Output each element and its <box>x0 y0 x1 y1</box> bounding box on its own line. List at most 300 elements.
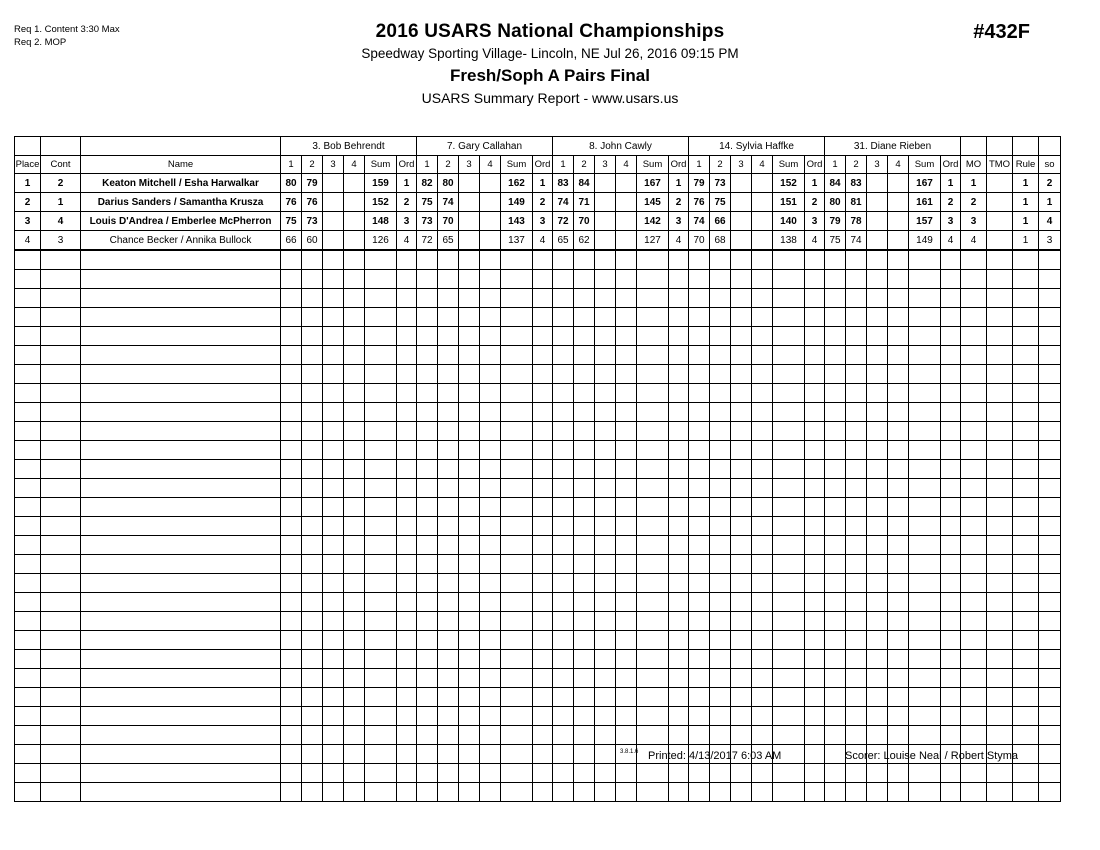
score-sum-j3 <box>637 574 669 593</box>
skater-name: Louis D'Andrea / Emberlee McPherron <box>81 212 281 231</box>
score-sum-j2 <box>501 270 533 289</box>
score-2-j4 <box>710 783 731 802</box>
score-3-j3 <box>595 270 616 289</box>
col-header-score2-j4: 2 <box>710 156 731 174</box>
tmo-value <box>987 555 1013 574</box>
score-2-j3 <box>574 783 595 802</box>
score-sum-j5 <box>909 688 941 707</box>
mo-value <box>961 327 987 346</box>
so-value <box>1039 250 1061 270</box>
score-2-j2 <box>438 327 459 346</box>
place-value <box>15 384 41 403</box>
score-2-j5 <box>846 517 867 536</box>
col-header-score4-j5: 4 <box>888 156 909 174</box>
score-2-j2 <box>438 612 459 631</box>
tmo-value <box>987 422 1013 441</box>
empty-row[interactable] <box>15 289 1061 308</box>
score-sum-j1 <box>365 669 397 688</box>
tmo-value <box>987 631 1013 650</box>
score-2-j5 <box>846 479 867 498</box>
score-3-j3 <box>595 517 616 536</box>
score-1-j1 <box>281 517 302 536</box>
score-sum-j1 <box>365 460 397 479</box>
score-2-j3 <box>574 669 595 688</box>
score-1-j2 <box>417 460 438 479</box>
cont-value: 1 <box>41 193 81 212</box>
empty-row[interactable] <box>15 346 1061 365</box>
score-1-j2: 75 <box>417 193 438 212</box>
empty-row[interactable] <box>15 384 1061 403</box>
score-sum-j2 <box>501 403 533 422</box>
score-ord-j2: 3 <box>533 212 553 231</box>
cont-value <box>41 498 81 517</box>
score-ord-j3 <box>669 346 689 365</box>
score-4-j2 <box>480 498 501 517</box>
score-3-j4 <box>731 231 752 251</box>
venue-line: Speedway Sporting Village- Lincoln, NE Jul 26, 2016 09:15 PM <box>361 46 739 61</box>
so-value <box>1039 479 1061 498</box>
empty-row[interactable] <box>15 669 1061 688</box>
score-4-j4 <box>752 517 773 536</box>
col-header-mo: MO <box>961 156 987 174</box>
score-2-j5 <box>846 783 867 802</box>
score-2-j2 <box>438 707 459 726</box>
score-2-j1 <box>302 593 323 612</box>
empty-row[interactable] <box>15 460 1061 479</box>
score-1-j1: 66 <box>281 231 302 251</box>
place-value <box>15 479 41 498</box>
score-sum-j4: 151 <box>773 193 805 212</box>
mo-value <box>961 346 987 365</box>
score-1-j3 <box>553 764 574 783</box>
score-sum-j4 <box>773 250 805 270</box>
score-4-j2 <box>480 574 501 593</box>
score-3-j3 <box>595 422 616 441</box>
empty-row[interactable] <box>15 308 1061 327</box>
score-4-j5 <box>888 631 909 650</box>
score-sum-j2 <box>501 346 533 365</box>
score-ord-j3: 3 <box>669 212 689 231</box>
score-2-j3: 84 <box>574 174 595 193</box>
score-2-j3 <box>574 593 595 612</box>
score-sum-j2 <box>501 650 533 669</box>
score-ord-j2 <box>533 574 553 593</box>
score-ord-j3 <box>669 650 689 669</box>
cont-value <box>41 707 81 726</box>
score-1-j4 <box>689 346 710 365</box>
score-4-j5 <box>888 422 909 441</box>
score-ord-j5 <box>941 460 961 479</box>
score-2-j4 <box>710 650 731 669</box>
score-2-j4: 75 <box>710 193 731 212</box>
empty-row[interactable] <box>15 783 1061 802</box>
rule-value <box>1013 650 1039 669</box>
score-1-j5 <box>825 289 846 308</box>
score-1-j5: 75 <box>825 231 846 251</box>
score-2-j2 <box>438 308 459 327</box>
so-value <box>1039 289 1061 308</box>
cont-value: 4 <box>41 212 81 231</box>
score-3-j4 <box>731 250 752 270</box>
mo-value <box>961 669 987 688</box>
score-ord-j1 <box>397 726 417 745</box>
score-4-j1 <box>344 555 365 574</box>
score-3-j1 <box>323 384 344 403</box>
empty-row[interactable] <box>15 327 1061 346</box>
tmo-value <box>987 498 1013 517</box>
empty-row[interactable] <box>15 422 1061 441</box>
skater-name <box>81 441 281 460</box>
col-header-ord-j4: Ord <box>805 156 825 174</box>
score-2-j3 <box>574 479 595 498</box>
score-ord-j2 <box>533 783 553 802</box>
tmo-value <box>987 346 1013 365</box>
score-ord-j4 <box>805 460 825 479</box>
score-sum-j4 <box>773 479 805 498</box>
score-3-j1 <box>323 783 344 802</box>
score-2-j2 <box>438 783 459 802</box>
score-3-j1 <box>323 460 344 479</box>
score-2-j2 <box>438 764 459 783</box>
score-4-j3 <box>616 460 637 479</box>
tmo-value <box>987 574 1013 593</box>
score-sum-j4 <box>773 441 805 460</box>
score-4-j3 <box>616 384 637 403</box>
score-3-j3 <box>595 231 616 251</box>
table-row[interactable] <box>15 174 1061 193</box>
tmo-value <box>987 650 1013 669</box>
table-row[interactable] <box>15 193 1061 212</box>
empty-row[interactable] <box>15 517 1061 536</box>
score-4-j3 <box>616 441 637 460</box>
empty-row[interactable] <box>15 631 1061 650</box>
score-3-j2 <box>459 612 480 631</box>
skater-name <box>81 498 281 517</box>
skater-name <box>81 764 281 783</box>
table-row[interactable] <box>15 231 1061 251</box>
score-2-j4 <box>710 593 731 612</box>
score-1-j3 <box>553 688 574 707</box>
score-sum-j3 <box>637 270 669 289</box>
tmo-value <box>987 365 1013 384</box>
skater-name <box>81 365 281 384</box>
score-ord-j3: 1 <box>669 174 689 193</box>
score-3-j5 <box>867 327 888 346</box>
score-2-j4 <box>710 365 731 384</box>
col-header-rule: Rule <box>1013 156 1039 174</box>
score-sum-j5 <box>909 593 941 612</box>
score-4-j2 <box>480 783 501 802</box>
skater-name <box>81 593 281 612</box>
score-3-j1 <box>323 726 344 745</box>
rule-value <box>1013 403 1039 422</box>
score-4-j2 <box>480 631 501 650</box>
score-4-j4 <box>752 498 773 517</box>
score-4-j3 <box>616 174 637 193</box>
empty-row[interactable] <box>15 593 1061 612</box>
place-value <box>15 460 41 479</box>
score-4-j2 <box>480 517 501 536</box>
score-2-j5 <box>846 403 867 422</box>
score-ord-j3 <box>669 479 689 498</box>
score-ord-j5 <box>941 726 961 745</box>
score-sum-j5 <box>909 479 941 498</box>
col-header-ord-j1: Ord <box>397 156 417 174</box>
score-3-j2 <box>459 764 480 783</box>
cont-value <box>41 536 81 555</box>
score-2-j3: 62 <box>574 231 595 251</box>
score-sum-j2 <box>501 783 533 802</box>
score-1-j3 <box>553 460 574 479</box>
score-3-j4 <box>731 764 752 783</box>
skater-name <box>81 422 281 441</box>
score-2-j3 <box>574 688 595 707</box>
score-4-j1 <box>344 498 365 517</box>
score-3-j2 <box>459 574 480 593</box>
score-1-j2 <box>417 555 438 574</box>
cont-value <box>41 441 81 460</box>
score-1-j5: 84 <box>825 174 846 193</box>
empty-row[interactable] <box>15 479 1061 498</box>
score-2-j2 <box>438 365 459 384</box>
score-3-j2 <box>459 403 480 422</box>
score-1-j4: 74 <box>689 212 710 231</box>
score-sum-j5: 149 <box>909 231 941 251</box>
mo-value <box>961 631 987 650</box>
score-sum-j3 <box>637 517 669 536</box>
score-sum-j5 <box>909 327 941 346</box>
score-4-j3 <box>616 327 637 346</box>
score-sum-j3: 142 <box>637 212 669 231</box>
score-3-j4 <box>731 498 752 517</box>
score-2-j2: 74 <box>438 193 459 212</box>
score-1-j5 <box>825 308 846 327</box>
spacer-cell <box>81 137 281 156</box>
rule-value <box>1013 270 1039 289</box>
score-1-j2 <box>417 631 438 650</box>
score-3-j1 <box>323 365 344 384</box>
score-3-j2 <box>459 726 480 745</box>
score-2-j3 <box>574 365 595 384</box>
empty-row[interactable] <box>15 365 1061 384</box>
place-value: 1 <box>15 174 41 193</box>
score-4-j3 <box>616 726 637 745</box>
score-1-j5: 80 <box>825 193 846 212</box>
score-4-j4 <box>752 764 773 783</box>
score-ord-j5: 2 <box>941 193 961 212</box>
score-sum-j1: 152 <box>365 193 397 212</box>
col-header-score2-j5: 2 <box>846 156 867 174</box>
rule-value <box>1013 441 1039 460</box>
score-sum-j4 <box>773 384 805 403</box>
empty-row[interactable] <box>15 574 1061 593</box>
score-2-j5 <box>846 555 867 574</box>
score-4-j1 <box>344 574 365 593</box>
so-value <box>1039 308 1061 327</box>
score-2-j1 <box>302 612 323 631</box>
empty-row[interactable] <box>15 403 1061 422</box>
score-ord-j5 <box>941 631 961 650</box>
score-ord-j4 <box>805 289 825 308</box>
empty-row[interactable] <box>15 764 1061 783</box>
tmo-value <box>987 193 1013 212</box>
score-2-j3 <box>574 612 595 631</box>
score-sum-j1 <box>365 327 397 346</box>
score-sum-j5 <box>909 726 941 745</box>
mo-value <box>961 612 987 631</box>
table-row[interactable] <box>15 212 1061 231</box>
score-ord-j2 <box>533 726 553 745</box>
score-1-j3 <box>553 270 574 289</box>
score-2-j5 <box>846 612 867 631</box>
tmo-value <box>987 384 1013 403</box>
empty-row[interactable] <box>15 612 1061 631</box>
score-ord-j1: 1 <box>397 174 417 193</box>
empty-row[interactable] <box>15 498 1061 517</box>
score-2-j1: 60 <box>302 231 323 251</box>
score-ord-j1 <box>397 422 417 441</box>
score-1-j4 <box>689 688 710 707</box>
cont-value: 2 <box>41 174 81 193</box>
score-2-j3 <box>574 327 595 346</box>
rule-value: 1 <box>1013 231 1039 251</box>
score-1-j2 <box>417 726 438 745</box>
skater-name: Darius Sanders / Samantha Krusza <box>81 193 281 212</box>
empty-row[interactable] <box>15 441 1061 460</box>
rule-value <box>1013 688 1039 707</box>
rule-value <box>1013 422 1039 441</box>
so-value <box>1039 327 1061 346</box>
score-3-j4 <box>731 517 752 536</box>
score-2-j5 <box>846 384 867 403</box>
score-3-j1 <box>323 536 344 555</box>
score-2-j1 <box>302 308 323 327</box>
score-ord-j3 <box>669 308 689 327</box>
score-sum-j4 <box>773 669 805 688</box>
score-1-j3: 83 <box>553 174 574 193</box>
empty-row[interactable] <box>15 707 1061 726</box>
place-value <box>15 498 41 517</box>
score-ord-j3 <box>669 555 689 574</box>
empty-row[interactable] <box>15 555 1061 574</box>
cont-value <box>41 327 81 346</box>
tmo-value <box>987 460 1013 479</box>
score-sum-j4: 138 <box>773 231 805 251</box>
score-4-j1 <box>344 650 365 669</box>
empty-row[interactable] <box>15 688 1061 707</box>
score-1-j2 <box>417 270 438 289</box>
score-ord-j5 <box>941 764 961 783</box>
score-ord-j2 <box>533 384 553 403</box>
score-1-j5 <box>825 460 846 479</box>
place-value <box>15 574 41 593</box>
score-4-j1 <box>344 726 365 745</box>
score-2-j2: 65 <box>438 231 459 251</box>
score-2-j4 <box>710 403 731 422</box>
score-ord-j5 <box>941 422 961 441</box>
empty-row[interactable] <box>15 536 1061 555</box>
score-3-j3 <box>595 688 616 707</box>
score-1-j3 <box>553 517 574 536</box>
score-sum-j1: 126 <box>365 231 397 251</box>
score-1-j3 <box>553 555 574 574</box>
cont-value <box>41 783 81 802</box>
score-2-j3 <box>574 536 595 555</box>
score-1-j4 <box>689 726 710 745</box>
skater-name <box>81 327 281 346</box>
score-3-j4 <box>731 574 752 593</box>
score-ord-j1 <box>397 612 417 631</box>
score-2-j2 <box>438 669 459 688</box>
score-ord-j1 <box>397 365 417 384</box>
score-sum-j3: 127 <box>637 231 669 251</box>
score-1-j2 <box>417 669 438 688</box>
score-2-j2 <box>438 631 459 650</box>
score-sum-j1 <box>365 289 397 308</box>
empty-row[interactable] <box>15 726 1061 745</box>
score-3-j5 <box>867 517 888 536</box>
score-sum-j3 <box>637 308 669 327</box>
empty-row[interactable] <box>15 650 1061 669</box>
score-4-j1 <box>344 441 365 460</box>
score-2-j3 <box>574 403 595 422</box>
score-2-j4 <box>710 726 731 745</box>
score-2-j2 <box>438 593 459 612</box>
score-2-j4 <box>710 384 731 403</box>
score-sum-j4 <box>773 688 805 707</box>
so-value <box>1039 555 1061 574</box>
score-4-j3 <box>616 193 637 212</box>
score-1-j1 <box>281 555 302 574</box>
score-3-j5 <box>867 783 888 802</box>
col-header-name: Name <box>81 156 281 174</box>
score-3-j2 <box>459 212 480 231</box>
score-4-j4 <box>752 593 773 612</box>
score-3-j1 <box>323 422 344 441</box>
mo-value <box>961 250 987 270</box>
score-1-j3 <box>553 498 574 517</box>
cont-value <box>41 479 81 498</box>
score-1-j4 <box>689 422 710 441</box>
score-3-j3 <box>595 289 616 308</box>
score-3-j2 <box>459 346 480 365</box>
score-4-j4 <box>752 193 773 212</box>
score-4-j5 <box>888 783 909 802</box>
score-3-j5 <box>867 669 888 688</box>
col-header-score2-j1: 2 <box>302 156 323 174</box>
empty-row[interactable] <box>15 270 1061 289</box>
score-4-j1 <box>344 174 365 193</box>
score-1-j3 <box>553 479 574 498</box>
score-1-j1: 75 <box>281 212 302 231</box>
score-3-j5 <box>867 593 888 612</box>
score-1-j3 <box>553 783 574 802</box>
score-sum-j5 <box>909 631 941 650</box>
score-4-j1 <box>344 327 365 346</box>
spacer-cell <box>987 137 1013 156</box>
score-4-j1 <box>344 612 365 631</box>
score-4-j5 <box>888 231 909 251</box>
so-value <box>1039 365 1061 384</box>
score-ord-j1 <box>397 270 417 289</box>
score-4-j4 <box>752 650 773 669</box>
score-4-j2 <box>480 764 501 783</box>
score-2-j1: 79 <box>302 174 323 193</box>
empty-row[interactable] <box>15 250 1061 270</box>
score-ord-j2 <box>533 650 553 669</box>
skater-name <box>81 289 281 308</box>
score-1-j2 <box>417 327 438 346</box>
